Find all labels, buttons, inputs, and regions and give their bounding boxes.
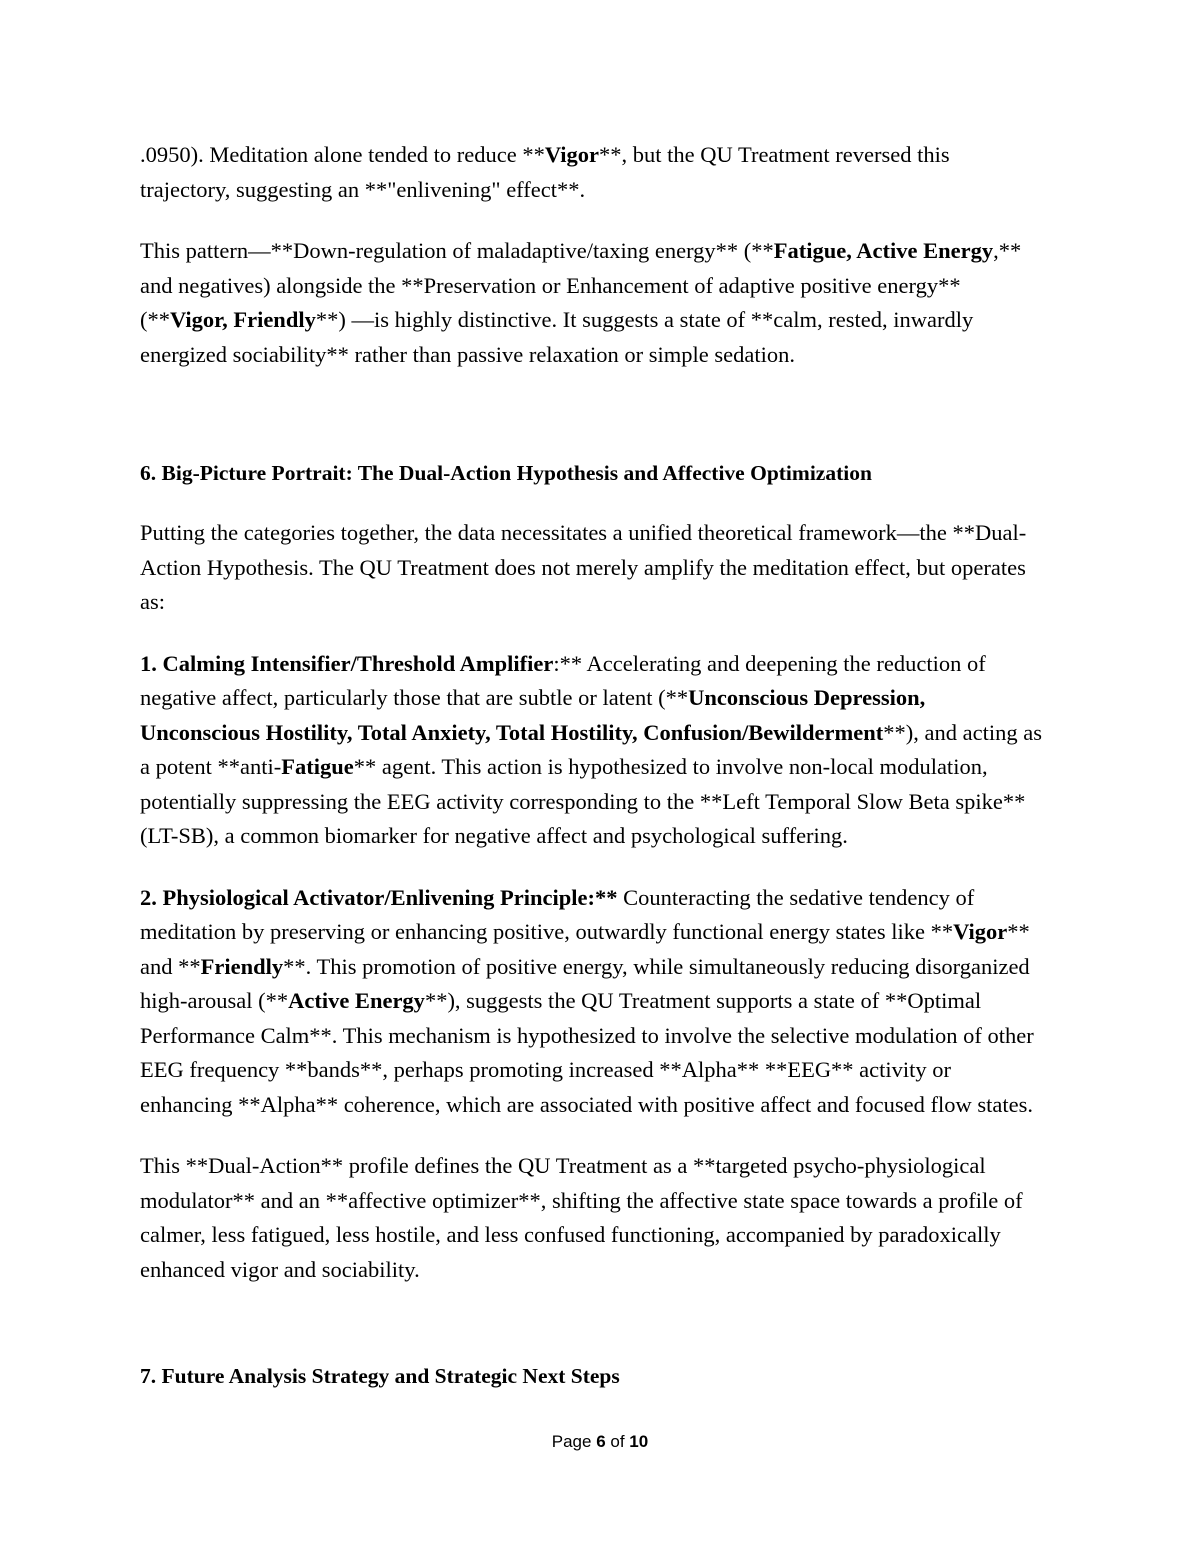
footer-total-pages: 10 [629,1432,649,1451]
footer-prefix: Page [551,1432,597,1451]
heading-section-6: 6. Big-Picture Portrait: The Dual-Action Hypothesis and Affective Optimization [140,461,872,485]
paragraph-4-calming-intensifier: 1. Calming Intensifier/Threshold Amplifier:** Accelerating and deepening the reduction of negative affect, particularly those that are subtle or latent (**Unconscious Depression, Unconscious Hostility, Total Anxiety, Total Hostility, Confusion/Bewilderment**), and acting as a potent **anti-Fatigue** agent. This action is hypothesized to involve non-local modulation, potentially suppressing the EEG activity corresponding to the **Left Temporal Slow Beta spike** (LT-SB), a common biomarker for negative affect and psychological suffering. [140,650,1042,848]
page-footer [0,1432,1200,1452]
footer-middle: of [605,1432,630,1451]
paragraph-2: This pattern—**Down-regulation of maladaptive/taxing energy** (**Fatigue, Active Energy,** and negatives) alongside the **Preservation or Enhancement of adaptive positive energy** (**Vigor, Friendly**) —is highly distinctive. It suggests a state of **calm, rested, inwardly energized sociability** rather than passive relaxation or simple sedation. [140,238,1022,367]
section-spacer [140,399,1045,457]
paragraph-5-physiological-activator: 2. Physiological Activator/Enlivening Principle:** Counteracting the sedative tendency of meditation by preserving or enhancing positive, outwardly functional energy states like **Vigor** and **Friendly**. This promotion of positive energy, while simultaneously reducing disorganized high-arousal (**Active Energy**), suggests the QU Treatment supports a state of **Optimal Performance Calm**. This mechanism is hypothesized to involve the selective modulation of other EEG frequency **bands**, perhaps promoting increased **Alpha** **EEG** activity or enhancing **Alpha** coherence, which are associated with positive affect and focused flow states. [140,884,1034,1117]
paragraph-1: .0950). Meditation alone tended to reduce **Vigor**, but the QU Treatment reversed this trajectory, suggesting an **"enlivening" effect**. [140,142,950,202]
paragraph-6-dual-action-profile: This **Dual-Action** profile defines the QU Treatment as a **targeted psycho-physiological modulator** and an **affective optimizer**, shifting the affective state space towards a profile of calmer, less fatigued, less hostile, and less confused functioning, accompanied by paradoxically enhanced vigor and sociability. [140,1153,1023,1282]
paragraph-3: Putting the categories together, the data necessitates a unified theoretical framework—the **Dual-Action Hypothesis. The QU Treatment does not merely amplify the meditation effect, but operates as: [140,520,1027,614]
heading-section-7: 7. Future Analysis Strategy and Strategic Next Steps [140,1364,620,1388]
footer-current-page: 6 [596,1432,606,1451]
section-spacer-2 [140,1314,1045,1360]
page-content [140,138,1045,1392]
